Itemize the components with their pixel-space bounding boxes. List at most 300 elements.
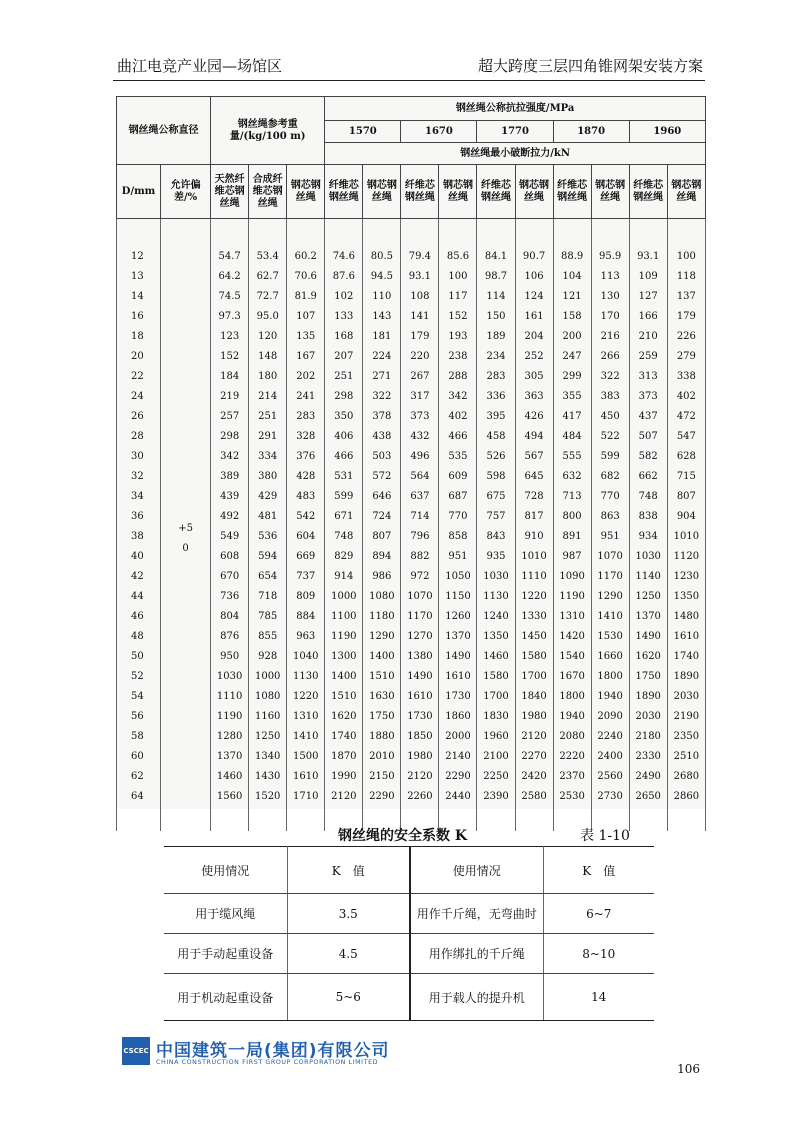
value-cell: 338 [667,367,705,387]
value-cell: 1370 [629,607,667,627]
value-cell: 2580 [515,787,553,807]
value-cell: 299 [553,367,591,387]
value-cell: 986 [363,567,401,587]
value-cell: 168 [325,327,363,347]
value-cell: 1710 [287,787,325,807]
diameter-cell: 22 [117,367,161,387]
value-cell: 317 [401,387,439,407]
value-cell: 1180 [363,607,401,627]
value-cell: 1350 [667,587,705,607]
diameter-cell: 36 [117,507,161,527]
value-cell: 334 [249,447,287,467]
tolerance-upper: +5 [178,523,193,534]
value-cell: 438 [363,427,401,447]
value-cell: 2190 [667,707,705,727]
spacer-cell [211,219,249,248]
value-cell: 963 [287,627,325,647]
value-cell: 93.1 [401,267,439,287]
value-cell: 1610 [667,627,705,647]
diameter-cell: 46 [117,607,161,627]
padding-cell [667,807,705,831]
value-cell: 564 [401,467,439,487]
value-cell: 1660 [591,647,629,667]
value-cell: 62.7 [249,267,287,287]
company-name-cn: 中国建筑一局(集团)有限公司 [156,1041,390,1061]
value-cell: 645 [515,467,553,487]
value-cell: 1100 [325,607,363,627]
header-steel-core: 钢芯钢丝绳 [287,165,325,219]
spacer-cell [117,219,161,248]
value-cell: 2010 [363,747,401,767]
value-cell: 234 [477,347,515,367]
value-cell: 796 [401,527,439,547]
value-cell: 809 [287,587,325,607]
value-cell: 492 [211,507,249,527]
spacer-cell [477,219,515,248]
value-cell: 662 [629,467,667,487]
value-cell: 148 [249,347,287,367]
value-cell: 1700 [477,687,515,707]
diameter-cell: 38 [117,527,161,547]
header-left: 曲江电竞产业园—场馆区 [117,57,283,75]
value-cell: 2650 [629,787,667,807]
diameter-cell: 18 [117,327,161,347]
value-cell: 829 [325,547,363,567]
value-cell: 406 [325,427,363,447]
value-cell: 646 [363,487,401,507]
value-cell: 238 [439,347,477,367]
value-cell: 807 [667,487,705,507]
value-cell: 1610 [401,687,439,707]
value-cell: 2220 [553,747,591,767]
padding-cell [477,807,515,831]
header-fiber-1870: 纤维芯钢丝绳 [553,165,591,219]
header-breaking-force: 钢丝绳最小破断拉力/kN [325,143,706,165]
value-cell: 2530 [553,787,591,807]
strength-1770: 1770 [477,121,553,143]
value-cell: 894 [363,547,401,567]
value-cell: 713 [553,487,591,507]
value-cell: 283 [477,367,515,387]
tolerance-cell [161,247,211,831]
value-cell: 715 [667,467,705,487]
value-cell: 2240 [591,727,629,747]
value-cell: 1090 [553,567,591,587]
diameter-cell: 24 [117,387,161,407]
value-cell: 380 [249,467,287,487]
usage-left-cell: 用于机动起重设备 [164,974,287,1021]
value-cell: 855 [249,627,287,647]
value-cell: 1290 [591,587,629,607]
header-fiber-1570: 纤维芯钢丝绳 [325,165,363,219]
value-cell: 1410 [287,727,325,747]
spacer-row [117,219,706,248]
value-cell: 718 [249,587,287,607]
k-left-cell: 3.5 [287,894,410,934]
header-right: 超大跨度三层四角锥网架安装方案 [477,57,703,75]
value-cell: 114 [477,287,515,307]
diameter-cell: 32 [117,467,161,487]
value-cell: 863 [591,507,629,527]
value-cell: 1630 [363,687,401,707]
value-cell: 355 [553,387,591,407]
value-cell: 1980 [515,707,553,727]
table-row [164,934,654,974]
value-cell: 179 [667,307,705,327]
value-cell: 1400 [325,667,363,687]
value-cell: 2150 [363,767,401,787]
value-cell: 951 [439,547,477,567]
header-rule [113,80,705,81]
k-right-cell: 14 [543,974,654,1021]
value-cell: 2490 [629,767,667,787]
value-cell: 770 [439,507,477,527]
value-cell: 1990 [325,767,363,787]
value-cell: 1220 [515,587,553,607]
value-cell: 1800 [553,687,591,707]
value-cell: 494 [515,427,553,447]
strength-1570: 1570 [325,121,401,143]
value-cell: 1140 [629,567,667,587]
safety-factor-table [164,846,654,1021]
padding-cell [629,807,667,831]
value-cell: 1280 [211,727,249,747]
value-cell: 184 [211,367,249,387]
value-cell: 336 [477,387,515,407]
safety-factor-body [164,847,654,1021]
spacer-cell [667,219,705,248]
value-cell: 1370 [211,747,249,767]
value-cell: 804 [211,607,249,627]
value-cell: 1560 [211,787,249,807]
value-cell: 219 [211,387,249,407]
diameter-cell: 44 [117,587,161,607]
value-cell: 2560 [591,767,629,787]
value-cell: 483 [287,487,325,507]
value-cell: 202 [287,367,325,387]
value-cell: 110 [363,287,401,307]
value-cell: 1740 [325,727,363,747]
value-cell: 189 [477,327,515,347]
value-cell: 214 [249,387,287,407]
safety-table-number: 表 1-10 [580,828,630,844]
value-cell: 800 [553,507,591,527]
value-cell: 210 [629,327,667,347]
header-k-left: K 值 [287,847,410,894]
value-cell: 928 [249,647,287,667]
value-cell: 1010 [515,547,553,567]
value-cell: 1260 [439,607,477,627]
header-fiber-1960: 纤维芯钢丝绳 [629,165,667,219]
value-cell: 572 [363,467,401,487]
value-cell: 133 [325,307,363,327]
value-cell: 2290 [363,787,401,807]
value-cell: 1750 [363,707,401,727]
value-cell: 1890 [629,687,667,707]
value-cell: 417 [553,407,591,427]
value-cell: 2120 [325,787,363,807]
value-cell: 180 [249,367,287,387]
value-cell: 2270 [515,747,553,767]
value-cell: 1190 [553,587,591,607]
header-steel-1960: 钢芯钢丝绳 [667,165,705,219]
company-name-en: CHINA CONSTRUCTION FIRST GROUP CORPORATION LIMITED [156,1059,379,1066]
value-cell: 632 [553,467,591,487]
value-cell: 724 [363,507,401,527]
value-cell: 279 [667,347,705,367]
value-cell: 363 [515,387,553,407]
value-cell: 226 [667,327,705,347]
value-cell: 298 [325,387,363,407]
spacer-cell [161,219,211,248]
value-cell: 1430 [249,767,287,787]
value-cell: 288 [439,367,477,387]
value-cell: 2120 [515,727,553,747]
diameter-cell: 56 [117,707,161,727]
value-cell: 117 [439,287,477,307]
k-left-cell: 4.5 [287,934,410,974]
value-cell: 555 [553,447,591,467]
value-cell: 1130 [477,587,515,607]
usage-left-cell: 用于缆风绳 [164,894,287,934]
value-cell: 1530 [591,627,629,647]
value-cell: 535 [439,447,477,467]
spacer-cell [249,219,287,248]
value-cell: 389 [211,467,249,487]
value-cell: 1270 [401,627,439,647]
value-cell: 97.3 [211,307,249,327]
diameter-cell: 58 [117,727,161,747]
value-cell: 1800 [591,667,629,687]
value-cell: 143 [363,307,401,327]
value-cell: 1070 [401,587,439,607]
value-cell: 402 [439,407,477,427]
value-cell: 1160 [249,707,287,727]
value-cell: 1030 [477,567,515,587]
value-cell: 2030 [667,687,705,707]
value-cell: 81.9 [287,287,325,307]
k-left-cell: 5~6 [287,974,410,1021]
value-cell: 118 [667,267,705,287]
value-cell: 376 [287,447,325,467]
diameter-cell: 26 [117,407,161,427]
value-cell: 429 [249,487,287,507]
value-cell: 542 [287,507,325,527]
value-cell: 1230 [667,567,705,587]
value-cell: 748 [629,487,667,507]
header-d-mm: D/mm [117,165,161,219]
value-cell: 266 [591,347,629,367]
value-cell: 785 [249,607,287,627]
value-cell: 904 [667,507,705,527]
value-cell: 526 [477,447,515,467]
value-cell: 2030 [629,707,667,727]
value-cell: 252 [515,347,553,367]
spacer-cell [401,219,439,248]
value-cell: 1420 [553,627,591,647]
value-cell: 608 [211,547,249,567]
value-cell: 152 [439,307,477,327]
value-cell: 1700 [515,667,553,687]
diameter-cell: 48 [117,627,161,647]
value-cell: 437 [629,407,667,427]
value-cell: 628 [667,447,705,467]
value-cell: 1080 [249,687,287,707]
value-cell: 1870 [325,747,363,767]
header-fiber-1670: 纤维芯钢丝绳 [401,165,439,219]
rope-spec-body [117,219,706,832]
value-cell: 328 [287,427,325,447]
value-cell: 1740 [667,647,705,667]
value-cell: 1250 [249,727,287,747]
value-cell: 1130 [287,667,325,687]
value-cell: 599 [591,447,629,467]
value-cell: 2250 [477,767,515,787]
value-cell: 1030 [211,667,249,687]
value-cell: 378 [363,407,401,427]
value-cell: 251 [249,407,287,427]
padding-cell [117,807,161,831]
diameter-cell: 12 [117,247,161,267]
value-cell: 150 [477,307,515,327]
value-cell: 88.9 [553,247,591,267]
rope-spec-table [116,96,706,831]
value-cell: 241 [287,387,325,407]
value-cell: 283 [287,407,325,427]
value-cell: 466 [325,447,363,467]
value-cell: 94.5 [363,267,401,287]
header-steel-1770: 钢芯钢丝绳 [515,165,553,219]
value-cell: 2400 [591,747,629,767]
value-cell: 216 [591,327,629,347]
value-cell: 106 [515,267,553,287]
value-cell: 670 [211,567,249,587]
value-cell: 604 [287,527,325,547]
diameter-cell: 13 [117,267,161,287]
value-cell: 736 [211,587,249,607]
value-cell: 1610 [439,667,477,687]
value-cell: 2290 [439,767,477,787]
value-cell: 549 [211,527,249,547]
value-cell: 1490 [401,667,439,687]
value-cell: 1150 [439,587,477,607]
value-cell: 152 [211,347,249,367]
value-cell: 224 [363,347,401,367]
value-cell: 1520 [249,787,287,807]
value-cell: 472 [667,407,705,427]
k-right-cell: 6~7 [543,894,654,934]
value-cell: 1500 [287,747,325,767]
header-k-right: K 值 [543,847,654,894]
value-cell: 108 [401,287,439,307]
value-cell: 179 [401,327,439,347]
value-cell: 80.5 [363,247,401,267]
value-cell: 79.4 [401,247,439,267]
value-cell: 90.7 [515,247,553,267]
value-cell: 1730 [439,687,477,707]
value-cell: 1350 [477,627,515,647]
value-cell: 1110 [211,687,249,707]
value-cell: 2000 [439,727,477,747]
strength-1870: 1870 [553,121,629,143]
header-synthetic-fiber: 合成纤维芯钢丝绳 [249,165,287,219]
value-cell: 503 [363,447,401,467]
value-cell: 682 [591,467,629,487]
value-cell: 484 [553,427,591,447]
value-cell: 1490 [629,627,667,647]
value-cell: 291 [249,427,287,447]
value-cell: 158 [553,307,591,327]
value-cell: 1750 [629,667,667,687]
padding-cell [211,807,249,831]
company-logo-icon: CSCEC [122,1037,150,1065]
value-cell: 1860 [439,707,477,727]
value-cell: 141 [401,307,439,327]
diameter-cell: 14 [117,287,161,307]
value-cell: 1000 [249,667,287,687]
value-cell: 1510 [363,667,401,687]
value-cell: 1610 [287,767,325,787]
value-cell: 251 [325,367,363,387]
value-cell: 121 [553,287,591,307]
value-cell: 130 [591,287,629,307]
value-cell: 257 [211,407,249,427]
diameter-cell: 52 [117,667,161,687]
diameter-cell: 50 [117,647,161,667]
value-cell: 1730 [401,707,439,727]
value-cell: 1000 [325,587,363,607]
value-cell: 466 [439,427,477,447]
value-cell: 1940 [553,707,591,727]
value-cell: 1540 [553,647,591,667]
value-cell: 64.2 [211,267,249,287]
value-cell: 2180 [629,727,667,747]
value-cell: 2860 [667,787,705,807]
value-cell: 843 [477,527,515,547]
value-cell: 654 [249,567,287,587]
value-cell: 910 [515,527,553,547]
diameter-cell: 42 [117,567,161,587]
value-cell: 313 [629,367,667,387]
value-cell: 100 [667,247,705,267]
value-cell: 70.6 [287,267,325,287]
value-cell: 567 [515,447,553,467]
value-cell: 951 [591,527,629,547]
value-cell: 1620 [629,647,667,667]
value-cell: 1580 [515,647,553,667]
value-cell: 1010 [667,527,705,547]
value-cell: 1170 [401,607,439,627]
header-diameter: 钢丝绳公称直径 [117,97,211,165]
spacer-cell [591,219,629,248]
value-cell: 181 [363,327,401,347]
value-cell: 1250 [629,587,667,607]
k-right-cell: 8~10 [543,934,654,974]
value-cell: 1120 [667,547,705,567]
value-cell: 934 [629,527,667,547]
value-cell: 884 [287,607,325,627]
value-cell: 582 [629,447,667,467]
value-cell: 2080 [553,727,591,747]
value-cell: 547 [667,427,705,447]
value-cell: 858 [439,527,477,547]
value-cell: 2120 [401,767,439,787]
value-cell: 1030 [629,547,667,567]
header-fiber-1770: 纤维芯钢丝绳 [477,165,515,219]
value-cell: 757 [477,507,515,527]
value-cell: 1190 [325,627,363,647]
value-cell: 671 [325,507,363,527]
